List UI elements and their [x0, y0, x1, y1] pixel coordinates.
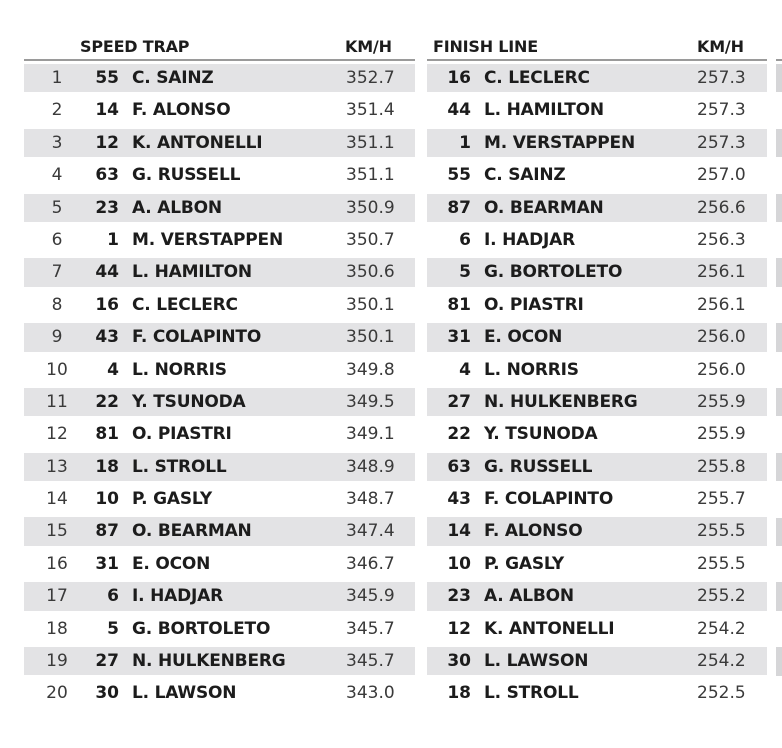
car-number-cell: 23 [95, 197, 119, 218]
driver-name-cell: M. VERSTAPPEN [132, 229, 283, 250]
car-number-cell: 18 [447, 683, 471, 704]
finish-line-unit-header: KM/H [697, 37, 744, 56]
car-number-cell: 81 [447, 294, 471, 315]
car-number-cell: 10 [447, 553, 471, 574]
position-cell: 8 [51, 294, 63, 315]
table-row [0, 451, 415, 483]
speed-cell: 255.2 [697, 586, 746, 607]
speed-cell: 348.7 [346, 489, 395, 510]
speed-cell: 345.9 [346, 586, 395, 607]
speed-cell: 257.3 [697, 68, 746, 88]
table-row [427, 321, 767, 353]
car-number-cell: 5 [459, 262, 471, 283]
car-number-cell: 22 [95, 391, 119, 412]
table-row [0, 613, 415, 645]
table-row [0, 418, 415, 450]
car-number-cell: 27 [95, 651, 119, 672]
table-row [0, 515, 415, 547]
car-number-cell: 31 [447, 327, 471, 348]
table-row [427, 580, 767, 612]
car-number-cell: 81 [95, 424, 119, 445]
position-cell: 15 [46, 521, 68, 542]
speed-cell: 255.7 [697, 489, 746, 510]
car-number-cell: 87 [447, 197, 471, 218]
car-number-cell: 10 [95, 489, 119, 510]
finish-line-title: FINISH LINE [433, 37, 538, 56]
car-number-cell: 63 [95, 165, 119, 186]
driver-name-cell: O. PIASTRI [484, 294, 584, 315]
speed-cell: 255.5 [697, 553, 746, 574]
position-cell: 12 [46, 424, 68, 445]
speed-cell: 349.1 [346, 424, 395, 445]
driver-name-cell: F. COLAPINTO [132, 327, 262, 348]
finish-line-rows [427, 62, 767, 710]
driver-name-cell: L. HAMILTON [484, 100, 604, 121]
speed-cell: 350.9 [346, 197, 395, 218]
adjacent-row-edge [776, 64, 782, 92]
speed-cell: 349.8 [346, 359, 395, 380]
table-row [427, 256, 767, 288]
driver-name-cell: C. LECLERC [132, 294, 238, 315]
driver-name-cell: L. STROLL [132, 456, 227, 477]
driver-name-cell: L. LAWSON [484, 651, 589, 672]
car-number-cell: 12 [447, 618, 471, 639]
speed-cell: 350.1 [346, 294, 395, 315]
table-row [0, 224, 415, 256]
position-cell: 5 [51, 197, 63, 218]
speed-cell: 256.0 [697, 327, 746, 348]
position-cell: 1 [51, 68, 63, 88]
speed-cell: 255.9 [697, 391, 746, 412]
adjacent-row-edge [776, 388, 782, 416]
table-row [427, 386, 767, 418]
table-row [0, 192, 415, 224]
speed-cell: 256.0 [697, 359, 746, 380]
adjacent-row-edge [776, 258, 782, 286]
driver-name-cell: L. HAMILTON [132, 262, 252, 283]
speed-cell: 351.4 [346, 100, 395, 121]
speed-cell: 351.1 [346, 165, 395, 186]
driver-name-cell: G. RUSSELL [484, 456, 593, 477]
table-row [0, 256, 415, 288]
table-row [427, 483, 767, 515]
speed-cell: 254.2 [697, 618, 746, 639]
position-cell: 16 [46, 553, 68, 574]
speed-cell: 348.9 [346, 456, 395, 477]
driver-name-cell: C. SAINZ [132, 68, 214, 88]
table-row [0, 386, 415, 418]
table-row [0, 483, 415, 515]
speed-cell: 255.5 [697, 521, 746, 542]
driver-name-cell: G. RUSSELL [132, 165, 241, 186]
table-row [427, 94, 767, 126]
car-number-cell: 87 [95, 521, 119, 542]
table-row [427, 451, 767, 483]
table-row [427, 515, 767, 547]
table-row [0, 159, 415, 191]
driver-name-cell: K. ANTONELLI [484, 618, 615, 639]
car-number-cell: 1 [107, 229, 119, 250]
table-row [427, 677, 767, 709]
car-number-cell: 27 [447, 391, 471, 412]
speed-cell: 256.6 [697, 197, 746, 218]
speed-cell: 351.1 [346, 132, 395, 153]
speed-cell: 257.0 [697, 165, 746, 186]
driver-name-cell: E. OCON [132, 553, 211, 574]
driver-name-cell: F. COLAPINTO [484, 489, 614, 510]
car-number-cell: 4 [107, 359, 119, 380]
table-row [427, 613, 767, 645]
position-cell: 2 [51, 100, 63, 121]
driver-name-cell: P. GASLY [484, 553, 564, 574]
speed-cell: 257.3 [697, 100, 746, 121]
speed-cell: 345.7 [346, 651, 395, 672]
table-row [0, 94, 415, 126]
speed-cell: 256.1 [697, 294, 746, 315]
table-row [427, 159, 767, 191]
driver-name-cell: N. HULKENBERG [132, 651, 286, 672]
table-row [427, 224, 767, 256]
driver-name-cell: C. LECLERC [484, 68, 590, 88]
driver-name-cell: F. ALONSO [132, 100, 231, 121]
driver-name-cell: A. ALBON [484, 586, 574, 607]
driver-name-cell: E. OCON [484, 327, 563, 348]
position-cell: 18 [46, 618, 68, 639]
table-row [427, 645, 767, 677]
car-number-cell: 12 [95, 132, 119, 153]
speed-cell: 352.7 [346, 68, 395, 88]
car-number-cell: 63 [447, 456, 471, 477]
position-cell: 17 [46, 586, 68, 607]
car-number-cell: 44 [95, 262, 119, 283]
speed-cell: 254.2 [697, 651, 746, 672]
car-number-cell: 22 [447, 424, 471, 445]
speed-cell: 350.6 [346, 262, 395, 283]
car-number-cell: 14 [447, 521, 471, 542]
driver-name-cell: N. HULKENBERG [484, 391, 638, 412]
driver-name-cell: L. NORRIS [484, 359, 579, 380]
speed-trap-rows [0, 62, 415, 710]
position-cell: 13 [46, 456, 68, 477]
table-row [0, 321, 415, 353]
speed-cell: 257.3 [697, 132, 746, 153]
table-row [0, 62, 415, 94]
finish-line-header-rule [427, 59, 767, 61]
car-number-cell: 30 [447, 651, 471, 672]
car-number-cell: 30 [95, 683, 119, 704]
position-cell: 20 [46, 683, 68, 704]
driver-name-cell: Y. TSUNODA [484, 424, 598, 445]
table-row [0, 580, 415, 612]
position-cell: 6 [51, 229, 63, 250]
speed-cell: 256.3 [697, 229, 746, 250]
driver-name-cell: L. LAWSON [132, 683, 237, 704]
car-number-cell: 14 [95, 100, 119, 121]
driver-name-cell: L. NORRIS [132, 359, 227, 380]
driver-name-cell: G. BORTOLETO [484, 262, 623, 283]
speed-cell: 345.7 [346, 618, 395, 639]
speed-trap-unit-header: KM/H [345, 37, 392, 56]
speed-cell: 255.8 [697, 456, 746, 477]
speed-cell: 349.5 [346, 391, 395, 412]
adjacent-row-edge [776, 129, 782, 157]
speed-cell: 255.9 [697, 424, 746, 445]
driver-name-cell: M. VERSTAPPEN [484, 132, 635, 153]
table-row [0, 645, 415, 677]
speed-trap-title: SPEED TRAP [80, 37, 190, 56]
driver-name-cell: C. SAINZ [484, 165, 566, 186]
table-row [0, 548, 415, 580]
table-row [0, 289, 415, 321]
table-row [0, 354, 415, 386]
car-number-cell: 55 [447, 165, 471, 186]
table-row [0, 127, 415, 159]
car-number-cell: 16 [95, 294, 119, 315]
position-cell: 11 [46, 391, 68, 412]
driver-name-cell: O. PIASTRI [132, 424, 232, 445]
table-row [0, 677, 415, 709]
car-number-cell: 31 [95, 553, 119, 574]
table-row [427, 354, 767, 386]
adjacent-row-edge [776, 453, 782, 481]
driver-name-cell: O. BEARMAN [132, 521, 252, 542]
adjacent-row-edge [776, 194, 782, 222]
position-cell: 10 [46, 359, 68, 380]
driver-name-cell: O. BEARMAN [484, 197, 604, 218]
car-number-cell: 6 [107, 586, 119, 607]
driver-name-cell: I. HADJAR [484, 229, 575, 250]
driver-name-cell: I. HADJAR [132, 586, 223, 607]
adjacent-row-edge [776, 323, 782, 351]
car-number-cell: 43 [447, 489, 471, 510]
driver-name-cell: A. ALBON [132, 197, 222, 218]
speed-cell: 252.5 [697, 683, 746, 704]
driver-name-cell: G. BORTOLETO [132, 618, 271, 639]
car-number-cell: 44 [447, 100, 471, 121]
car-number-cell: 4 [459, 359, 471, 380]
position-cell: 7 [51, 262, 63, 283]
speed-cell: 347.4 [346, 521, 395, 542]
driver-name-cell: L. STROLL [484, 683, 579, 704]
table-row [427, 289, 767, 321]
speed-cell: 350.7 [346, 229, 395, 250]
car-number-cell: 55 [95, 68, 119, 88]
position-cell: 4 [51, 165, 63, 186]
driver-name-cell: P. GASLY [132, 489, 212, 510]
driver-name-cell: F. ALONSO [484, 521, 583, 542]
speed-cell: 346.7 [346, 553, 395, 574]
table-row [427, 127, 767, 159]
speed-cell: 256.1 [697, 262, 746, 283]
adjacent-row-edge [776, 647, 782, 675]
adjacent-rule-edge [776, 59, 782, 61]
adjacent-row-edge [776, 518, 782, 546]
adjacent-table-edge [776, 0, 782, 748]
car-number-cell: 23 [447, 586, 471, 607]
table-row [427, 192, 767, 224]
driver-name-cell: Y. TSUNODA [132, 391, 246, 412]
position-cell: 9 [51, 327, 63, 348]
adjacent-row-edge [776, 582, 782, 610]
position-cell: 19 [46, 651, 68, 672]
car-number-cell: 6 [459, 229, 471, 250]
position-cell: 14 [46, 489, 68, 510]
speed-cell: 343.0 [346, 683, 395, 704]
speed-cell: 350.1 [346, 327, 395, 348]
driver-name-cell: K. ANTONELLI [132, 132, 263, 153]
car-number-cell: 1 [459, 132, 471, 153]
car-number-cell: 43 [95, 327, 119, 348]
car-number-cell: 16 [447, 68, 471, 88]
table-row [427, 62, 767, 94]
table-row [427, 548, 767, 580]
car-number-cell: 18 [95, 456, 119, 477]
position-cell: 3 [51, 132, 63, 153]
car-number-cell: 5 [107, 618, 119, 639]
table-row [427, 418, 767, 450]
speed-trap-header-rule [24, 59, 415, 61]
